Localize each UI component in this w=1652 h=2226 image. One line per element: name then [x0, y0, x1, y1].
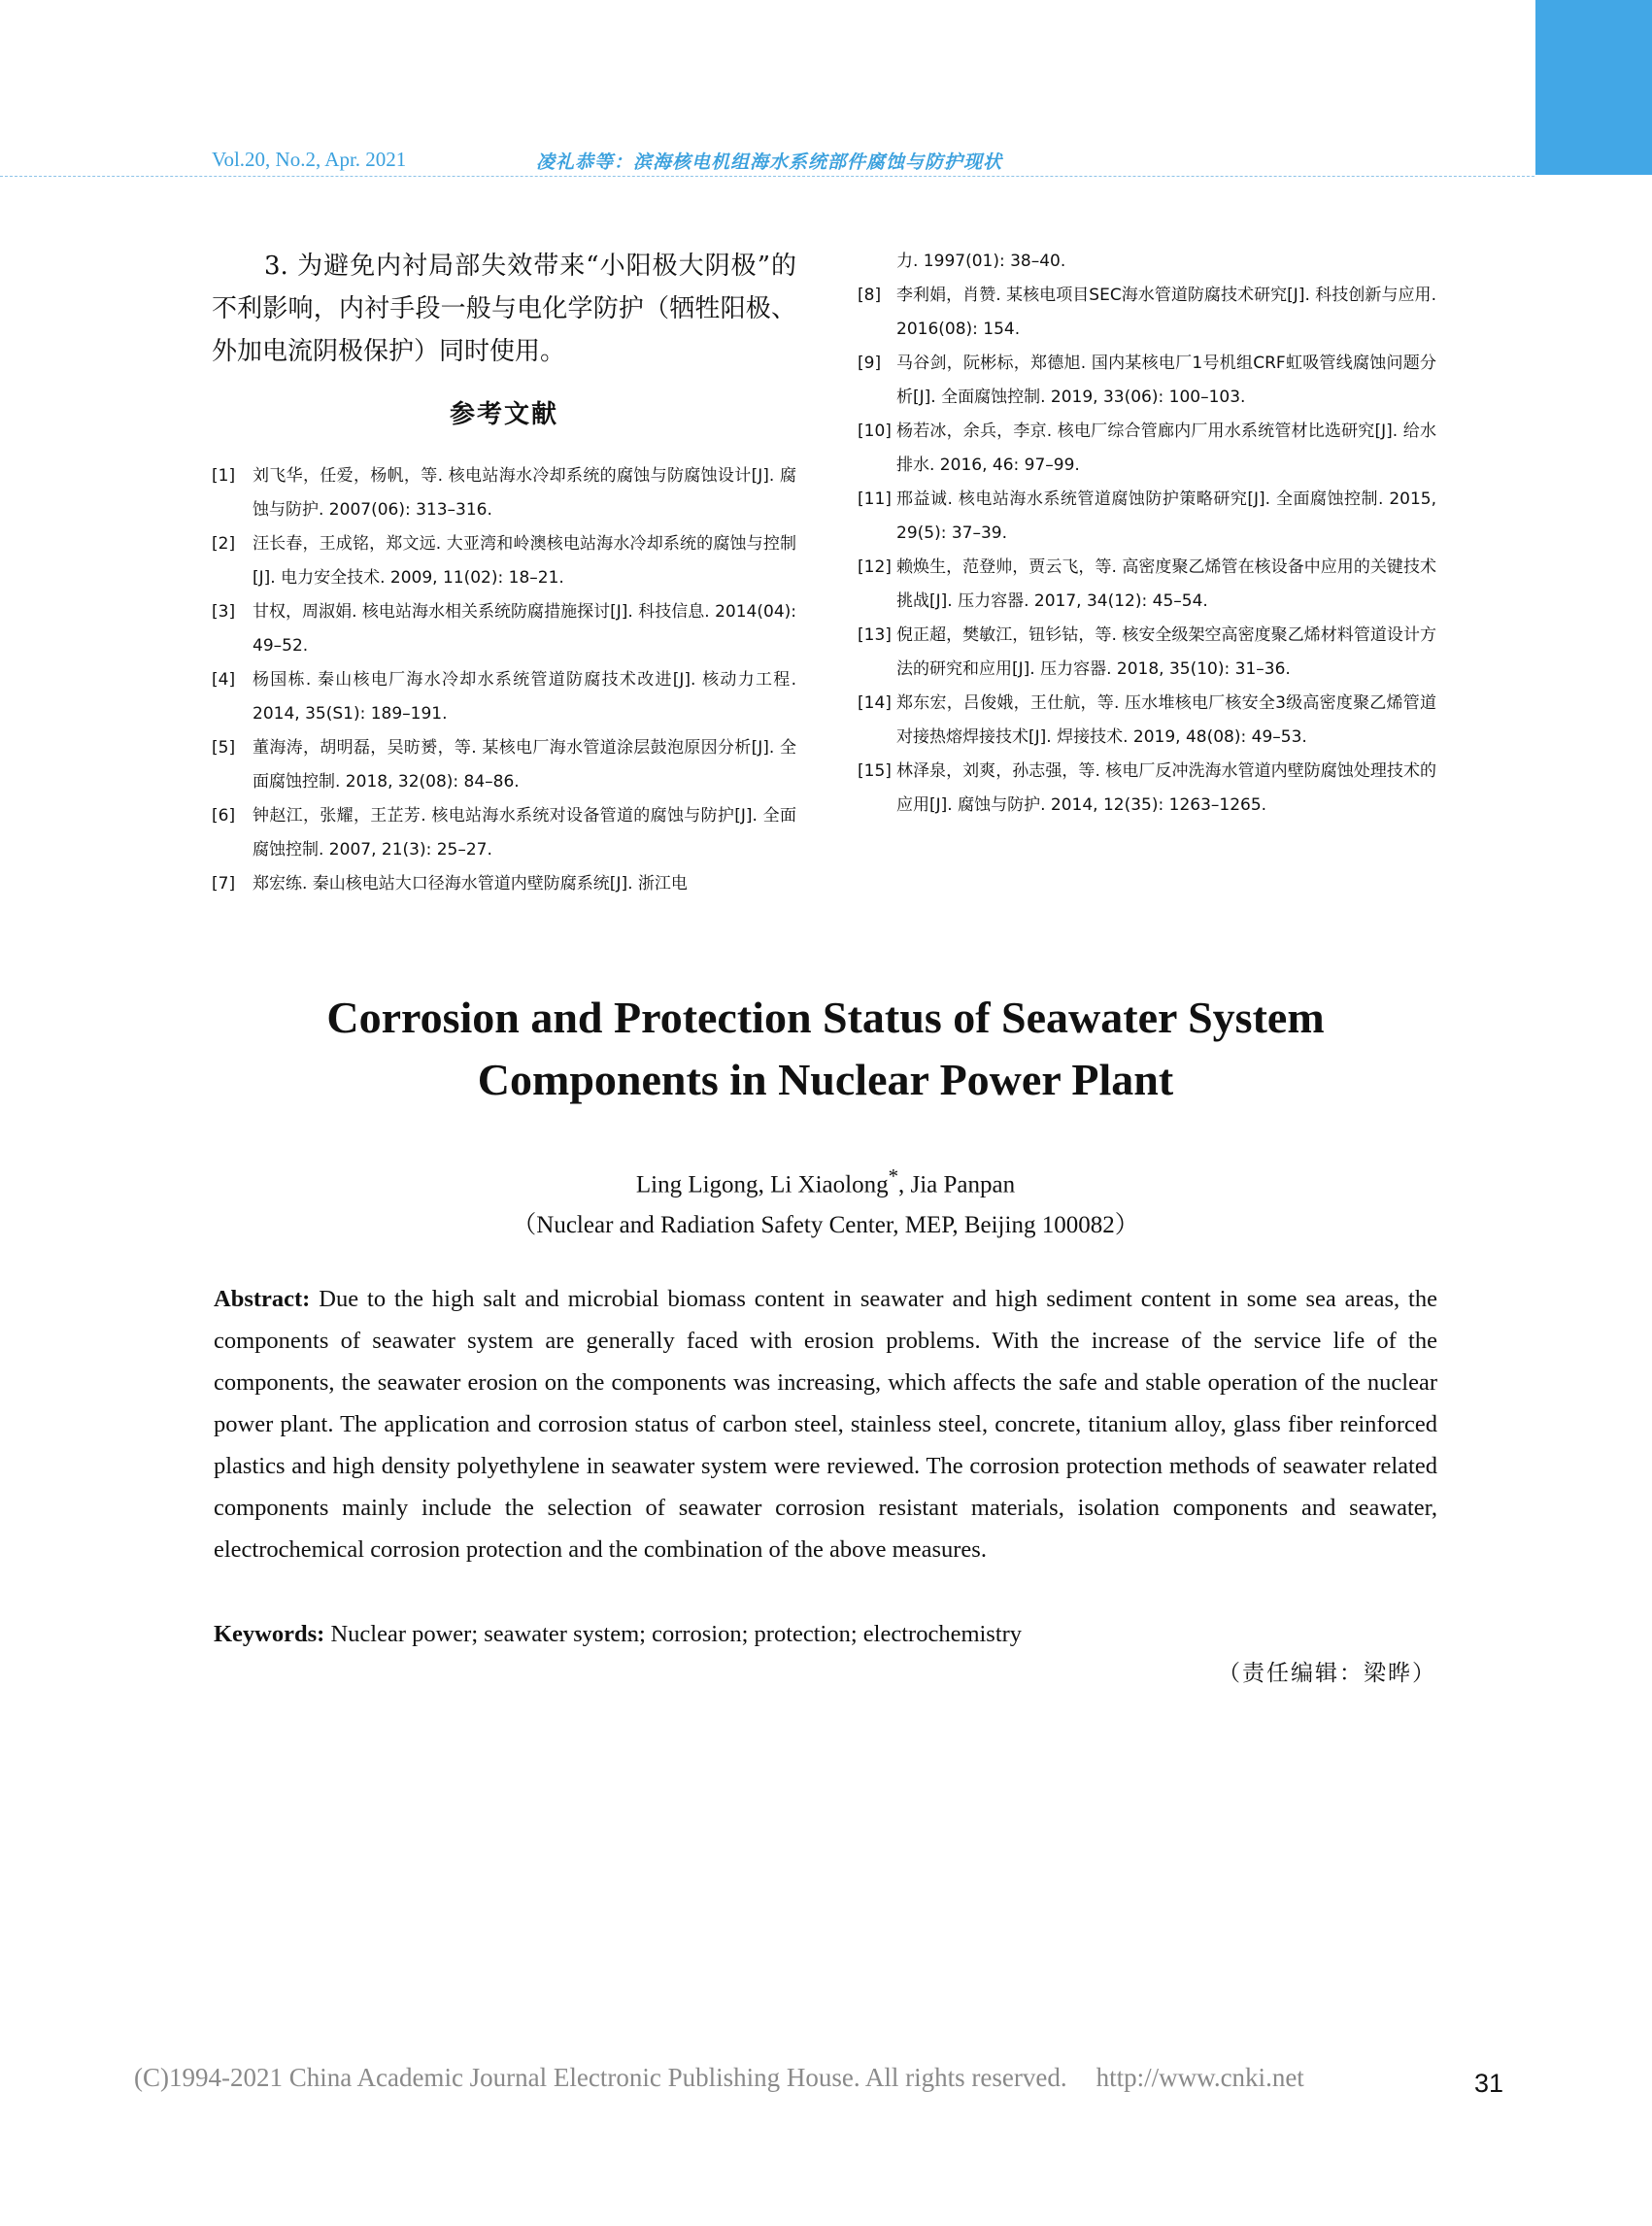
- corresponding-author-mark: *: [888, 1164, 898, 1188]
- reference-number: [5]: [212, 738, 236, 758]
- abstract: [214, 1278, 1437, 1570]
- authors-block: [146, 1156, 1505, 1246]
- reference-number: [15]: [858, 761, 892, 781]
- references-list-right: [858, 279, 1436, 823]
- english-title: [146, 987, 1505, 1111]
- reference-number: [9]: [858, 354, 882, 373]
- keywords: [214, 1613, 1437, 1655]
- reference-item: [858, 279, 1436, 347]
- reference-item: [212, 459, 796, 527]
- reference-item: [858, 551, 1436, 619]
- reference-text: 马谷剑，阮彬标，郑德旭. 国内某核电厂1号机组CRF虹吸管线腐蚀问题分析[J]. 全面腐蚀控制. 2019, 33(06): 100–103.: [896, 354, 1436, 407]
- reference-text: 郑宏练. 秦山核电站大口径海水管道内壁防腐系统[J]. 浙江电: [253, 874, 688, 894]
- left-column: [212, 245, 796, 901]
- reference-text: 邢益诚. 核电站海水系统管道腐蚀防护策略研究[J]. 全面腐蚀控制. 2015, 29(5): 37–39.: [896, 489, 1436, 543]
- reference-item: [212, 527, 796, 595]
- reference-item: [212, 663, 796, 731]
- english-title-line-1: Corrosion and Protection Status of Seawater System: [326, 993, 1325, 1042]
- reference-number: [1]: [212, 466, 236, 486]
- reference-item: [212, 595, 796, 663]
- abstract-text: Due to the high salt and microbial biomass content in seawater and high sediment content in some sea areas, the components of seawater system are generally faced with erosion problems. With the increase of the service life of the components, the seawater erosion on the components was increasing, which affects the safe and stable operation of the nuclear power plant. The application and corrosion status of carbon steel, stainless steel, concrete, titanium alloy, glass fiber reinforced plastics and high density polyethylene in seawater system were reviewed. The corrosion protection methods of seawater related components mainly include the selection of seawater corrosion resistant materials, isolation components and seawater, electrochemical corrosion protection and the combination of the above measures.: [214, 1286, 1437, 1563]
- reference-item: [212, 867, 796, 901]
- reference-7-continued: 力. 1997(01): 38–40.: [896, 252, 1066, 271]
- reference-item: [858, 415, 1436, 483]
- footer-url[interactable]: http://www.cnki.net: [1096, 2063, 1304, 2092]
- reference-item: [858, 755, 1436, 823]
- references-list-left: [212, 459, 796, 901]
- keywords-text: Nuclear power; seawater system; corrosion; protection; electrochemistry: [330, 1621, 1023, 1647]
- reference-number: [8]: [858, 286, 882, 305]
- page-number: 31: [1474, 2069, 1504, 2098]
- reference-item: [858, 619, 1436, 687]
- reference-number: [10]: [858, 422, 892, 441]
- reference-item: [858, 347, 1436, 415]
- header-running-title: 凌礼恭等：滨海核电机组海水系统部件腐蚀与防护现状: [536, 152, 1003, 173]
- author-names: Ling Ligong, Li Xiaolong*, Jia Panpan: [635, 1164, 1016, 1198]
- reference-text: 汪长春，王成铭，郑文远. 大亚湾和岭澳核电站海水冷却系统的腐蚀与控制[J]. 电力安全技术. 2009, 11(02): 18–21.: [253, 534, 796, 588]
- reference-text: 李利娟，肖赞. 某核电项目SEC海水管道防腐技术研究[J]. 科技创新与应用. 2016(08): 154.: [896, 286, 1436, 339]
- reference-number: [7]: [212, 874, 236, 894]
- reference-text: 钟赵江，张耀，王芷芳. 核电站海水系统对设备管道的腐蚀与防护[J]. 全面腐蚀控制. 2007, 21(3): 25–27.: [253, 806, 796, 860]
- reference-item: [212, 799, 796, 867]
- reference-text: 刘飞华，任爱，杨帆，等. 核电站海水冷却系统的腐蚀与防腐蚀设计[J]. 腐蚀与防护. 2007(06): 313–316.: [253, 466, 796, 520]
- responsible-editor: （责任编辑：梁晔）: [1218, 1661, 1436, 1686]
- keywords-label: Keywords:: [214, 1621, 325, 1647]
- reference-text: 董海涛，胡明磊，吴昉赟，等. 某核电厂海水管道涂层鼓泡原因分析[J]. 全面腐蚀控制. 2018, 32(08): 84–86.: [253, 738, 796, 792]
- reference-number: [2]: [212, 534, 236, 554]
- reference-text: 赖焕生，范登帅，贾云飞，等. 高密度聚乙烯管在核设备中应用的关键技术挑战[J]. 压力容器. 2017, 34(12): 45–54.: [896, 557, 1436, 611]
- reference-text: 杨若冰，余兵，李京. 核电厂综合管廊内厂用水系统管材比选研究[J]. 给水排水. 2016, 46: 97–99.: [896, 422, 1436, 475]
- reference-text: 甘权，周淑娟. 核电站海水相关系统防腐措施探讨[J]. 科技信息. 2014(04): 49–52.: [253, 602, 796, 656]
- reference-item: [858, 687, 1436, 755]
- reference-number: [3]: [212, 602, 236, 622]
- reference-text: 倪正超，樊敏江，钮钐钴，等. 核安全级架空高密度聚乙烯材料管道设计方法的研究和应用[J]. 压力容器. 2018, 35(10): 31–36.: [896, 625, 1436, 679]
- reference-item: [212, 731, 796, 799]
- footer-copyright: (C)1994-2021 China Academic Journal Electronic Publishing House. All rights reserved. http://www.cnki.net: [134, 2063, 1304, 2092]
- reference-number: [4]: [212, 670, 236, 690]
- reference-number: [12]: [858, 557, 892, 577]
- abstract-label: Abstract:: [214, 1286, 311, 1312]
- reference-number: [6]: [212, 806, 236, 826]
- reference-text: 杨国栋. 秦山核电厂海水冷却水系统管道防腐技术改进[J]. 核动力工程. 2014, 35(S1): 189–191.: [253, 670, 796, 724]
- affiliation: （Nuclear and Radiation Safety Center, MEP, Beijing 100082）: [512, 1212, 1139, 1239]
- reference-item: [858, 483, 1436, 551]
- body-paragraph: 3. 为避免内衬局部失效带来“小阳极大阴极”的不利影响，内衬手段一般与电化学防护（牺牲阳极、外加电流阴极保护）同时使用。: [212, 252, 796, 366]
- references-heading: 参考文献: [449, 400, 558, 429]
- header-divider: [0, 176, 1534, 177]
- corner-color-tab: [1535, 0, 1652, 175]
- reference-text: 林泽泉，刘爽，孙志强，等. 核电厂反冲洗海水管道内壁防腐蚀处理技术的应用[J]. 腐蚀与防护. 2014, 12(35): 1263–1265.: [896, 761, 1436, 815]
- reference-text: 郑东宏，吕俊娥，王仕航，等. 压水堆核电厂核安全3级高密度聚乙烯管道对接热熔焊接技术[J]. 焊接技术. 2019, 48(08): 49–53.: [896, 693, 1436, 747]
- english-title-line-2: Components in Nuclear Power Plant: [477, 1055, 1174, 1104]
- reference-number: [11]: [858, 489, 892, 509]
- reference-number: [14]: [858, 693, 892, 713]
- right-column: [858, 245, 1436, 823]
- reference-number: [13]: [858, 625, 892, 645]
- header-volume: Vol.20, No.2, Apr. 2021: [212, 148, 407, 171]
